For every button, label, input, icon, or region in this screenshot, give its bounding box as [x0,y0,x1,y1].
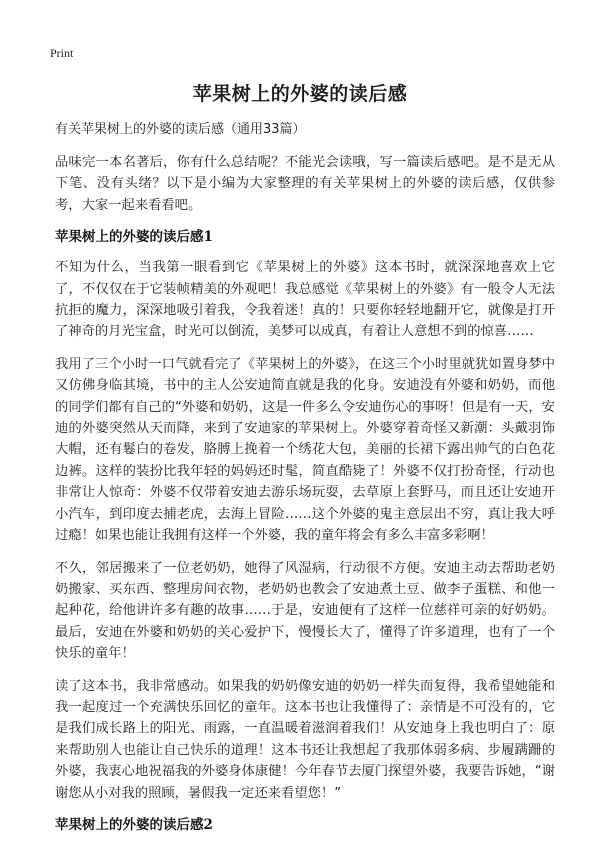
section-1-paragraph-2: 我用了三个小时一口气就看完了《苹果树上的外婆》，在这三个小时里就犹如置身梦中又仿佛身临其境，书中的主人公安迪简直就是我的化身。安迪没有外婆和奶奶，而他的同学们都有自己的“外婆和奶奶，这是一件多么令安迪伤心的事呀！但是有一天，安迪的外婆突然从天而降，来到了安迪家的苹果树上。外婆穿着奇怪又新潮：头戴羽饰大帽，还有鬈白的卷发，胳膊上挽着一个绣花大包，美丽的长裙下露出帅气的白色花边裤。这样的装扮比我年轻的妈妈还时髦，简直酷毙了！外婆不仅打扮奇怪，行动也非常让人惊奇：外婆不仅带着安迪去游乐场玩耍，去草原上套野马，而且还让安迪开小汽车，到印度去捕老虎，去海上冒险……这个外婆的鬼主意层出不穷，真让我大呼过瘾！如果也能让我拥有这样一个外婆，我的童年将会有多么丰富多彩啊！ [55,356,555,544]
section-1-paragraph-4: 读了这本书，我非常感动。如果我的奶奶像安迪的奶奶一样失而复得，我希望她能和我一起度过一个充满快乐回忆的童年。这本书也让我懂得了：亲情是不可没有的，它是我们成长路上的阳光、雨露，一直温暖着滋润着我们！从安迪身上我也明白了：原来帮助别人也能让自己快乐的道理！这本书还让我想起了我那体弱多病、步履蹒跚的外婆，我衷心地祝福我的外婆身体康健！今年春节去厦门探望外婆，我要告诉她，“谢谢您从小对我的照顾，暑假我一定还来看望您！” [55,678,555,801]
document-subtitle: 有关苹果树上的外婆的读后感（通用33篇） [55,122,306,137]
section-1-paragraph-3: 不久，邻居搬来了一位老奶奶，她得了风湿病，行动很不方便。安迪主动去帮助老奶奶搬家、买东西、整理房间衣物，老奶奶也教会了安迪煮土豆、做李子蛋糕、和他一起种花，给他讲许多有趣的故事……于是，安迪便有了这样一位慈祥可亲的好奶奶。最后，安迪在外婆和奶奶的关心爱护下，慢慢长大了，懂得了许多道理，也有了一个快乐的童年！ [55,560,555,662]
document-title: 苹果树上的外婆的读后感 [192,83,408,105]
document-body [55,120,555,845]
section-1-paragraph-1: 不知为什么，当我第一眼看到它《苹果树上的外婆》这本书时，就深深地喜欢上它了，不仅仅在于它装帧精美的外观吧！我总感觉《苹果树上的外婆》有一般令人无法抗拒的魔力，深深地吸引着我，令我着迷！真的！只要你轻轻地翻开它，就像是打开了神奇的月光宝盒，时光可以倒流，美梦可以成真，有着让人意想不到的惊喜…… [55,260,555,340]
print-label[interactable]: Print [50,46,74,60]
section-heading-1: 苹果树上的外婆的读后感1 [55,229,213,246]
intro-paragraph: 品味完一本名著后，你有什么总结呢？不能光会读哦，写一篇读后感吧。是不是无从下笔、没有头绪？以下是小编为大家整理的有关苹果树上的外婆的读后感，仅供参考，大家一起来看看吧。 [55,155,555,213]
section-heading-2: 苹果树上的外婆的读后感2 [55,816,213,833]
